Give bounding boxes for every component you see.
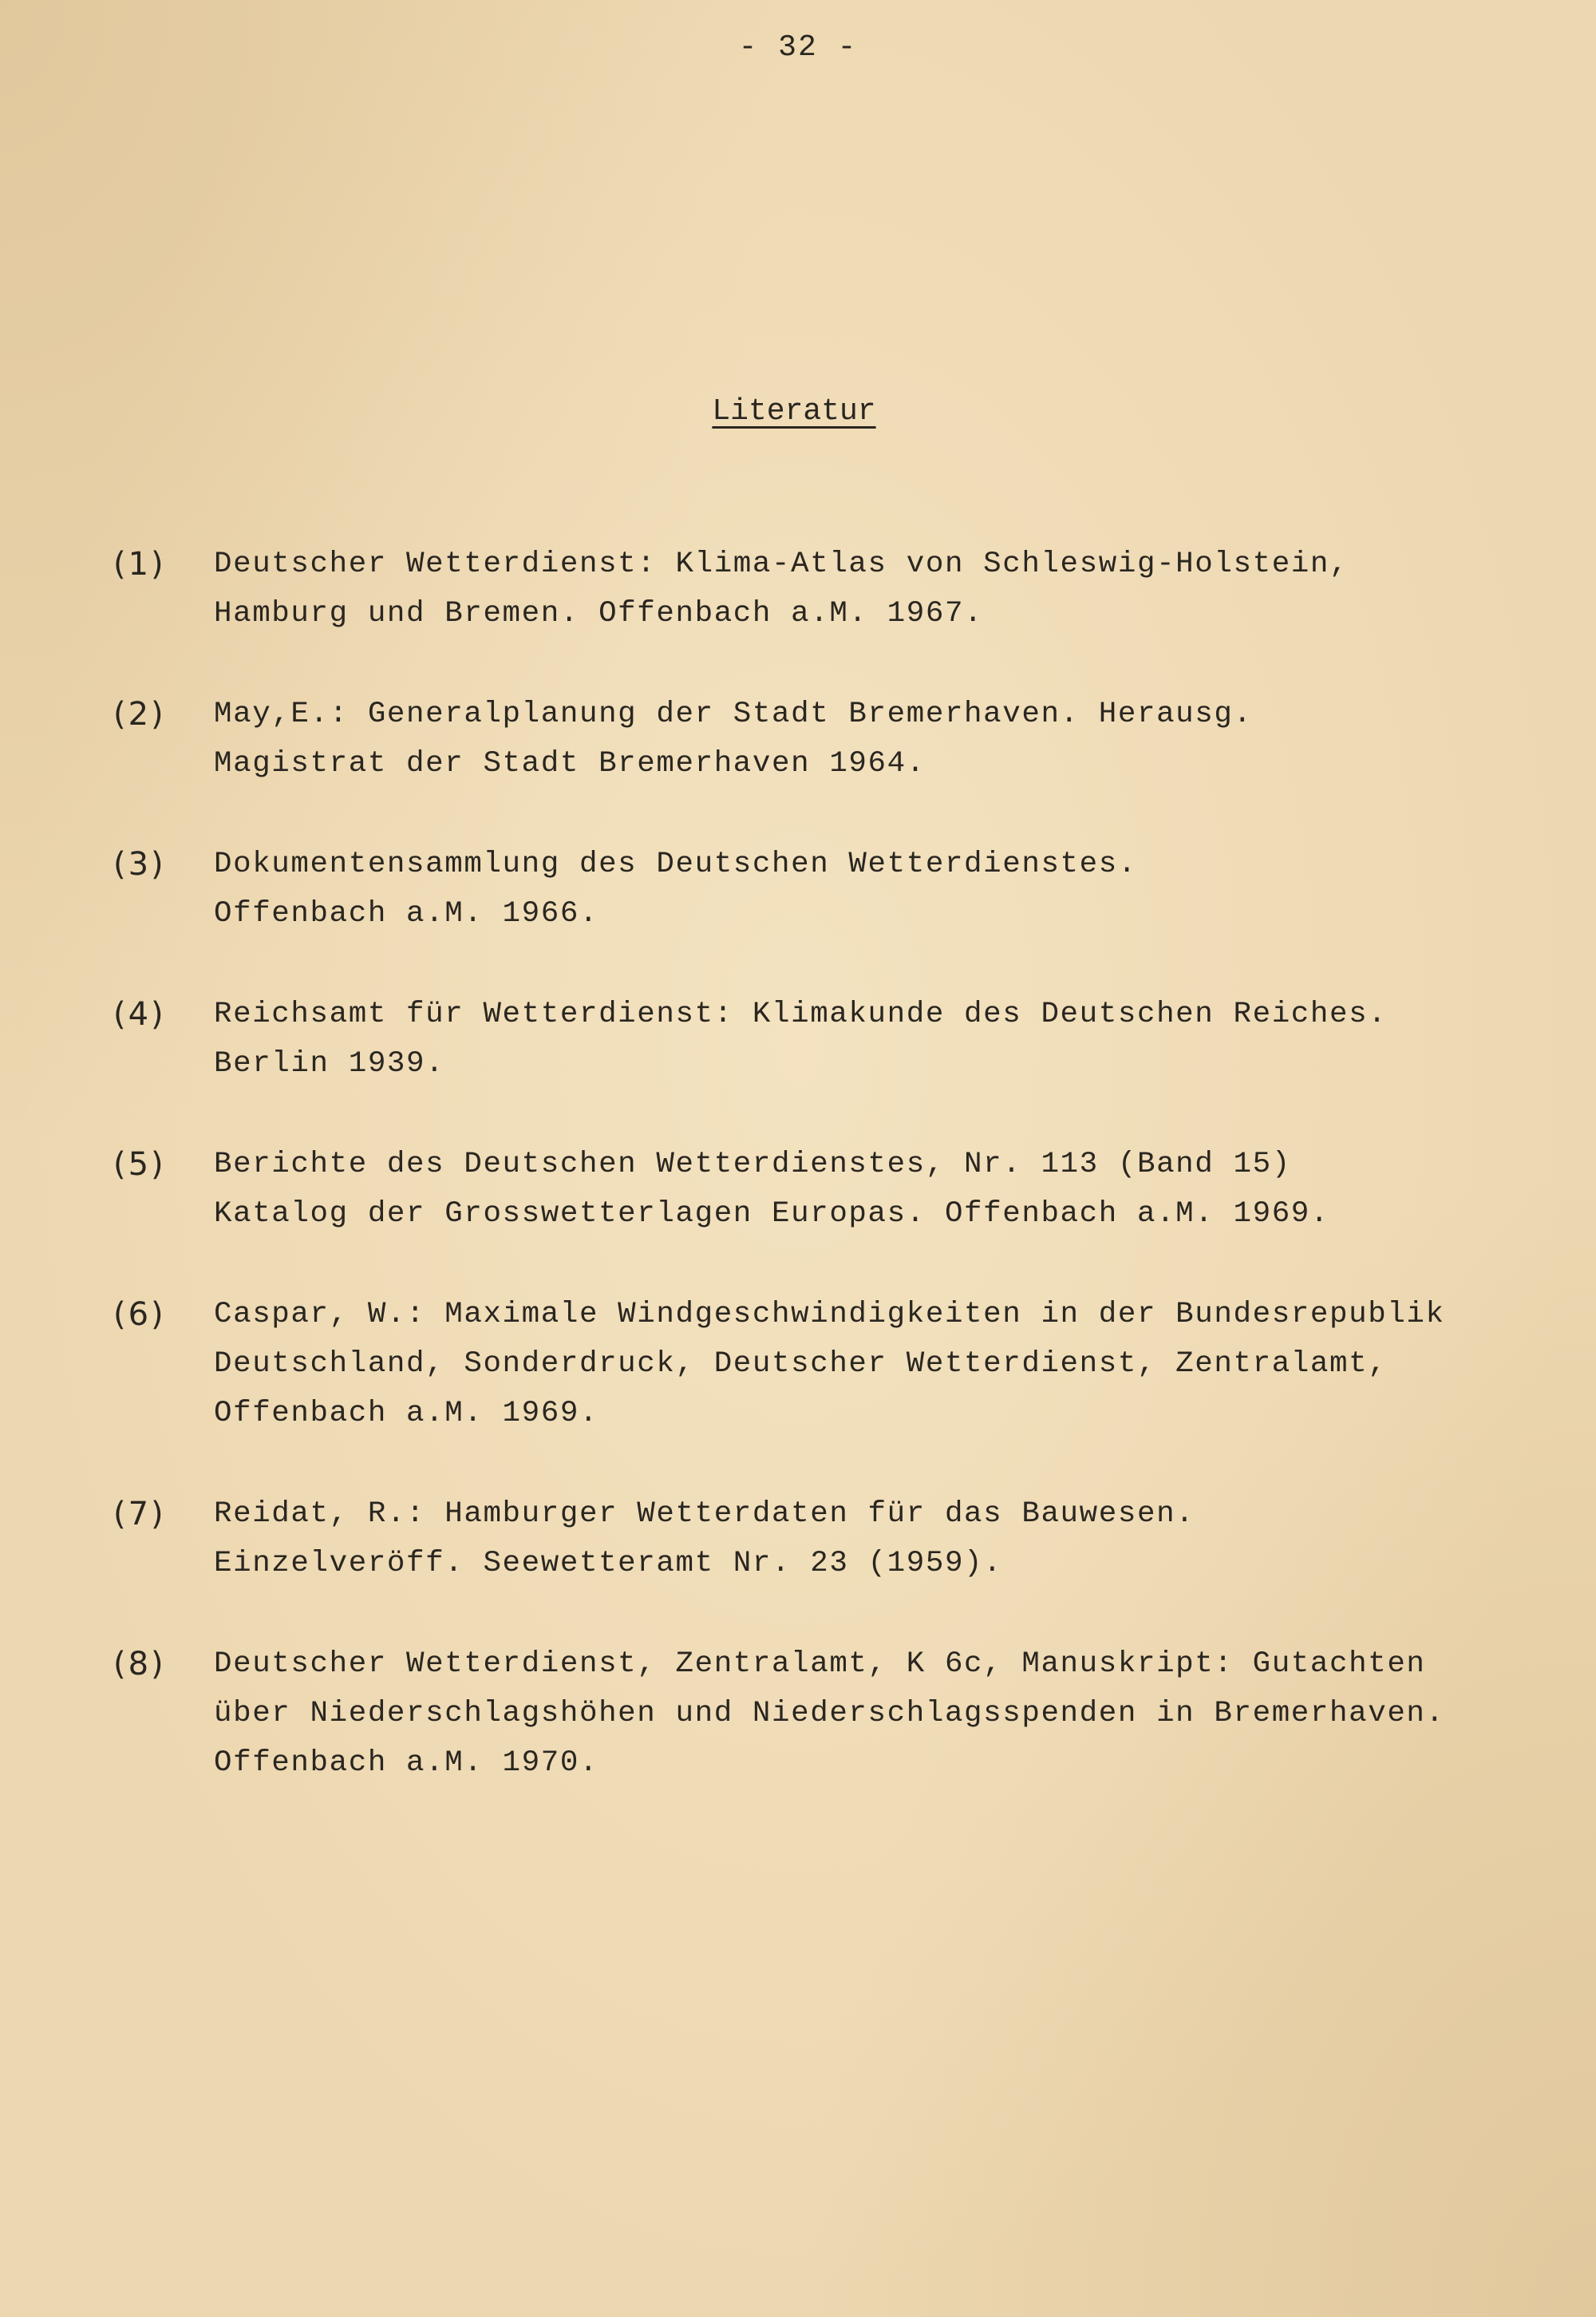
reference-number: (4) (113, 996, 166, 1033)
reference-line: Offenbach a.M. 1969. (214, 1397, 599, 1430)
reference-item (0, 1140, 1596, 1290)
reference-line: Caspar, W.: Maximale Windgeschwindigkeiten in der Bundesrepublik (214, 1298, 1445, 1331)
reference-text (214, 540, 1586, 639)
reference-text (214, 690, 1586, 789)
reference-item (0, 540, 1596, 690)
reference-text (214, 1489, 1586, 1588)
reference-number: (2) (113, 696, 166, 733)
reference-line: Reichsamt für Wetterdienst: Klimakunde des Deutschen Reiches. (214, 998, 1388, 1031)
reference-number: (1) (113, 546, 166, 583)
reference-text (214, 1140, 1586, 1239)
page-title (0, 394, 1588, 429)
reference-item (0, 1290, 1596, 1489)
reference-number: (3) (113, 846, 166, 883)
reference-line: Magistrat der Stadt Bremerhaven 1964. (214, 747, 926, 781)
reference-text (214, 990, 1586, 1089)
reference-item (0, 690, 1596, 840)
reference-item (0, 1489, 1596, 1639)
reference-line: Offenbach a.M. 1970. (214, 1746, 599, 1780)
reference-number: (8) (113, 1646, 166, 1682)
reference-number: (7) (113, 1496, 166, 1532)
reference-line: Berlin 1939. (214, 1047, 445, 1081)
reference-line: Deutschland, Sonderdruck, Deutscher Wetterdienst, Zentralamt, (214, 1347, 1388, 1381)
reference-line: Deutscher Wetterdienst, Zentralamt, K 6c, Manuskript: Gutachten (214, 1647, 1426, 1681)
reference-number: (6) (113, 1296, 166, 1333)
reference-line: Dokumentensammlung des Deutschen Wetterdienstes. (214, 848, 1137, 881)
reference-line: Berichte des Deutschen Wetterdienstes, Nr. 113 (Band 15) (214, 1148, 1291, 1181)
reference-line: Offenbach a.M. 1966. (214, 897, 599, 931)
reference-line: Katalog der Grosswetterlagen Europas. Offenbach a.M. 1969. (214, 1197, 1330, 1231)
reference-text (214, 1290, 1586, 1438)
reference-text (214, 840, 1586, 939)
reference-item (0, 840, 1596, 990)
page-number: - 32 - (738, 30, 858, 65)
reference-number: (5) (113, 1146, 166, 1183)
reference-line: May,E.: Generalplanung der Stadt Bremerhaven. Herausg. (214, 698, 1253, 731)
reference-line: Deutscher Wetterdienst: Klima-Atlas von Schleswig-Holstein, (214, 548, 1349, 581)
reference-item (0, 1639, 1596, 1839)
reference-item (0, 990, 1596, 1140)
heading-text: Literatur (712, 394, 876, 429)
reference-text (214, 1639, 1586, 1788)
reference-line: Reidat, R.: Hamburger Wetterdaten für das Bauwesen. (214, 1497, 1195, 1531)
reference-line: Einzelveröff. Seewetteramt Nr. 23 (1959). (214, 1547, 1003, 1580)
reference-line: über Niederschlagshöhen und Niederschlagsspenden in Bremerhaven. (214, 1697, 1445, 1730)
reference-list (0, 540, 1596, 1839)
reference-line: Hamburg und Bremen. Offenbach a.M. 1967. (214, 597, 984, 631)
